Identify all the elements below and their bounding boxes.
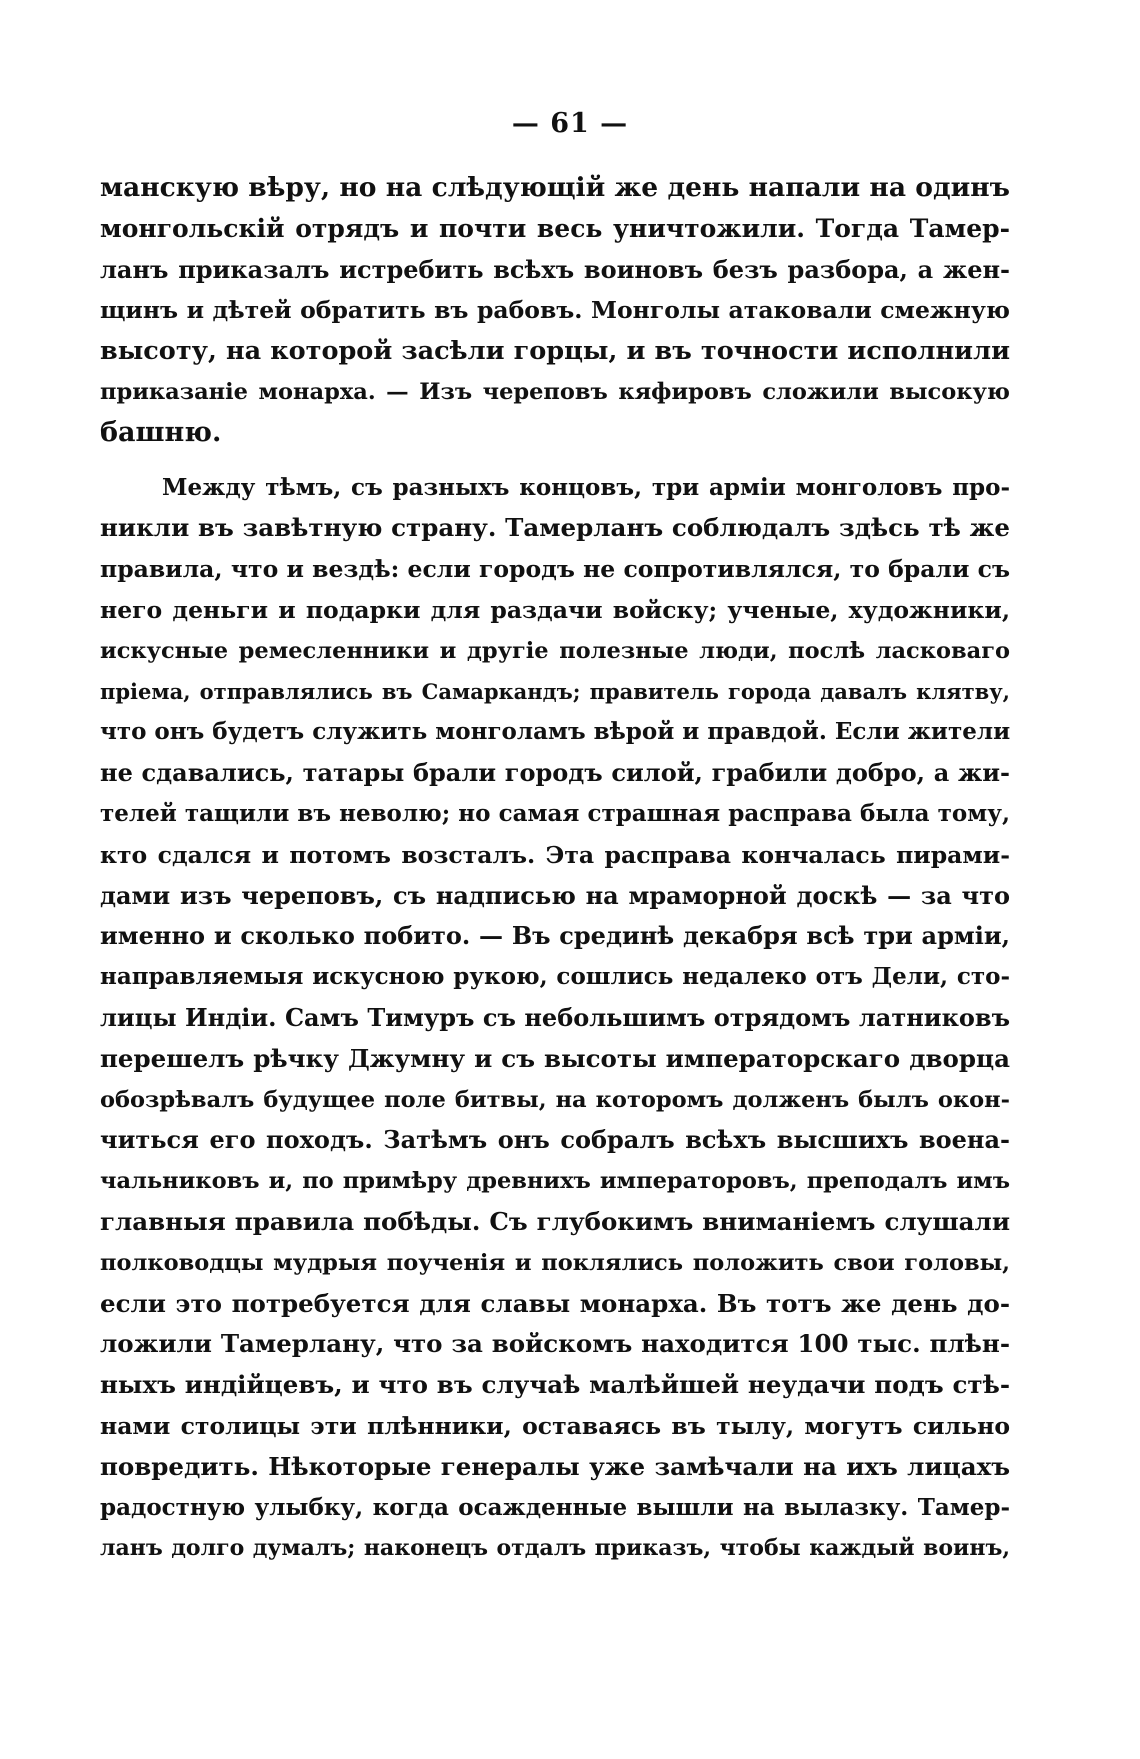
text-line: радостную улыбку, когда осажденные вышли на вылазку. Тамер- [100,1493,1010,1521]
text-line: лицы Индіи. Самъ Тимуръ съ небольшимъ отрядомъ латниковъ [100,1002,1010,1032]
text-line: монгольскій отрядъ и почти весь уничтожили. Тогда Тамер- [100,213,1010,243]
text-line: именно и сколько побито. — Въ срединѣ декабря всѣ три арміи, [100,921,1010,951]
text-line: не сдавались, татары брали городъ силой, грабили добро, а жи- [100,758,1010,788]
text-body [100,168,1010,1569]
text-line: щинъ и дѣтей обратить въ рабовъ. Монголы атаковали смежную [100,296,1010,325]
text-line: если это потребуется для славы монарха. Въ тотъ же день до- [100,1288,1010,1318]
text-line: пріема, отправлялись въ Самаркандъ; правитель города давалъ клятву, [100,678,1010,704]
text-line: обозрѣвалъ будущее поле битвы, на которомъ долженъ былъ окон- [100,1086,1010,1113]
text-line: читься его походъ. Затѣмъ онъ собралъ всѣхъ высшихъ воена- [100,1125,1010,1155]
text-line: дами изъ череповъ, съ надписью на мраморной доскѣ — за что [100,880,1010,910]
text-line: нами столицы эти плѣнники, оставаясь въ тылу, могутъ сильно [100,1411,1010,1440]
text-line: главныя правила побѣды. Съ глубокимъ вниманіемъ слушали [100,1206,1010,1236]
text-line: ланъ долго думалъ; наконецъ отдалъ приказъ, чтобы каждый воинъ, [100,1535,1010,1562]
paragraph-1 [100,168,1010,454]
text-line: повредить. Нѣкоторые генералы уже замѣчали на ихъ лицахъ [100,1451,1010,1481]
text-line: искусные ремесленники и другіе полезные люди, послѣ ласковаго [100,637,1010,664]
page-number: — 61 — [511,108,629,139]
text-line: чальниковъ и, по примѣру древнихъ императоровъ, преподалъ имъ [100,1168,1010,1195]
text-line: манскую вѣру, но на слѣдующій же день напали на одинъ [100,172,1010,203]
paragraph-gap [100,454,1010,468]
text-line: перешелъ рѣчку Джумну и съ высоты императорскаго дворца [100,1043,1010,1073]
text-line: ложили Тамерлану, что за войскомъ находится 100 тыс. плѣн- [100,1329,1010,1359]
text-line: правила, что и вездѣ: если городъ не сопротивлялся, то брали съ [100,555,1010,584]
text-line: телей тащили въ неволю; но самая страшная расправа была тому, [100,799,1010,827]
text-line: него деньги и подарки для раздачи войску; ученые, художники, [100,595,1010,624]
text-line: приказаніе монарха. — Изъ череповъ кяфировъ сложили высокую [100,378,1010,405]
text-line: высоту, на которой засѣли горцы, и въ точности исполнили [100,336,1010,367]
text-line: что онъ будетъ служить монголамъ вѣрой и правдой. Если жители [100,718,1010,746]
text-line: направляемыя искусною рукою, сошлись недалеко отъ Дели, сто- [100,963,1010,991]
text-line: ланъ приказалъ истребить всѣхъ воиновъ безъ разбора, а жен- [100,254,1010,284]
paragraph-2 [100,468,1010,1570]
text-line: башню. [100,416,222,448]
text-line: ныхъ индійцевъ, и что въ случаѣ малѣйшей неудачи подъ стѣ- [100,1370,1010,1400]
text-line: Между тѣмъ, съ разныхъ концовъ, три арміи монголовъ про- [162,473,1010,501]
text-line: никли въ завѣтную страну. Тамерланъ соблюдалъ здѣсь тѣ же [100,513,1010,543]
text-line: полководцы мудрыя поученія и поклялись положить свои головы, [100,1249,1010,1276]
text-line: кто сдался и потомъ возсталъ. Эта расправа кончалась пирами- [100,840,1010,869]
